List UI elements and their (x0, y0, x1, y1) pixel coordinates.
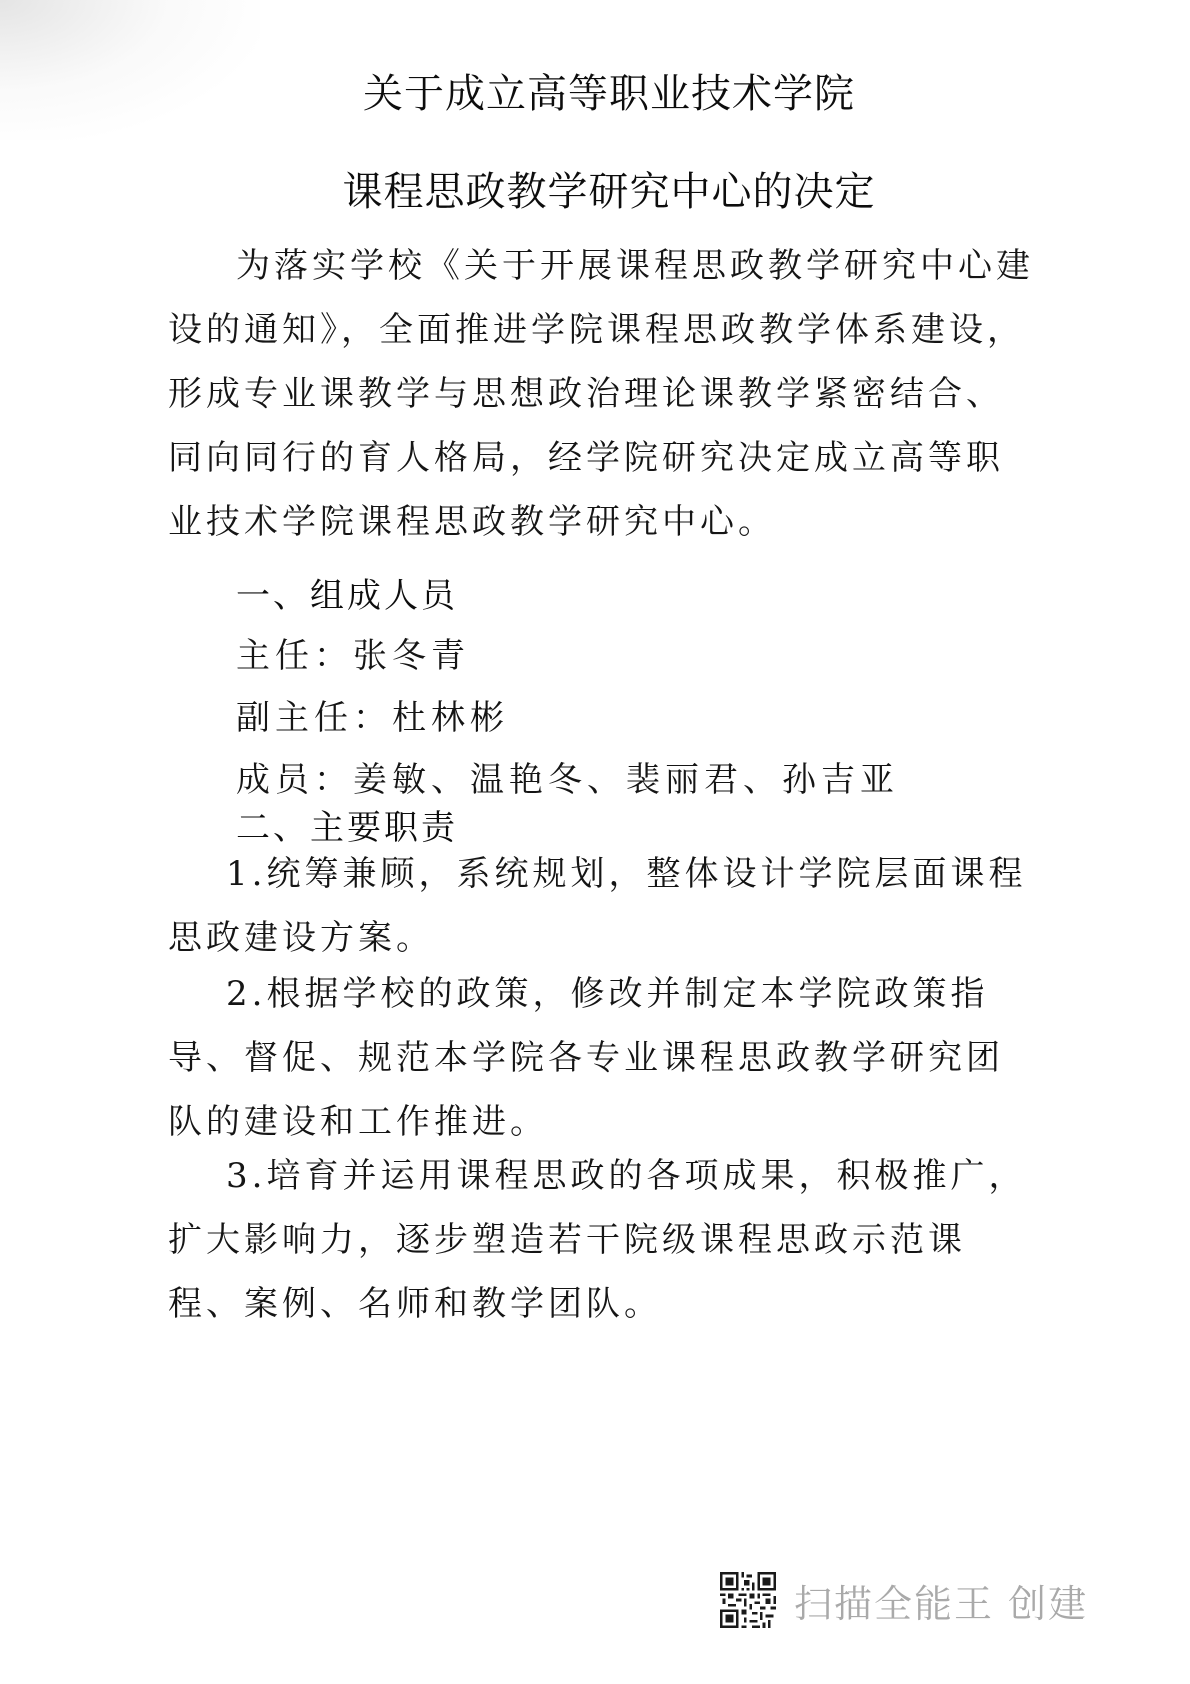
duty-item-2: 2.根据学校的政策，修改并制定本学院政策指导、督促、规范本学院各专业课程思政教学研究团队的建设和工作推进。 (168, 974, 1004, 1142)
section-heading-duties: 二、主要职责 (236, 808, 458, 848)
document-title-line-1: 关于成立高等职业技术学院 (363, 71, 855, 117)
duty-item-3: 3.培育并运用课程思政的各项成果，积极推广，扩大影响力，逐步塑造若干院级课程思政示范课程、案例、名师和教学团队。 (168, 1156, 1027, 1324)
section-heading-members: 一、组成人员 (236, 576, 458, 616)
director-line: 主任：张冬青 (236, 636, 470, 676)
scanner-watermark (720, 1572, 1088, 1628)
deputy-director-line: 副主任：杜林彬 (236, 698, 509, 738)
members-line: 成员：姜敏、温艳冬、裴丽君、孙吉亚 (236, 760, 899, 800)
qr-code-icon (720, 1572, 776, 1628)
intro-paragraph: 为落实学校《关于开展课程思政教学研究中心建设的通知》，全面推进学院课程思政教学体系建设，形成专业课教学与思想政治理论课教学紧密结合、同向同行的育人格局，经学院研究决定成立高等职业技术学院课程思政教学研究中心。 (168, 246, 1034, 542)
duty-item-1: 1.统筹兼顾，系统规划，整体设计学院层面课程思政建设方案。 (168, 854, 1027, 958)
watermark-text: 扫描全能王 创建 (794, 1581, 1089, 1626)
document-title-line-2: 课程思政教学研究中心的决定 (342, 169, 876, 215)
